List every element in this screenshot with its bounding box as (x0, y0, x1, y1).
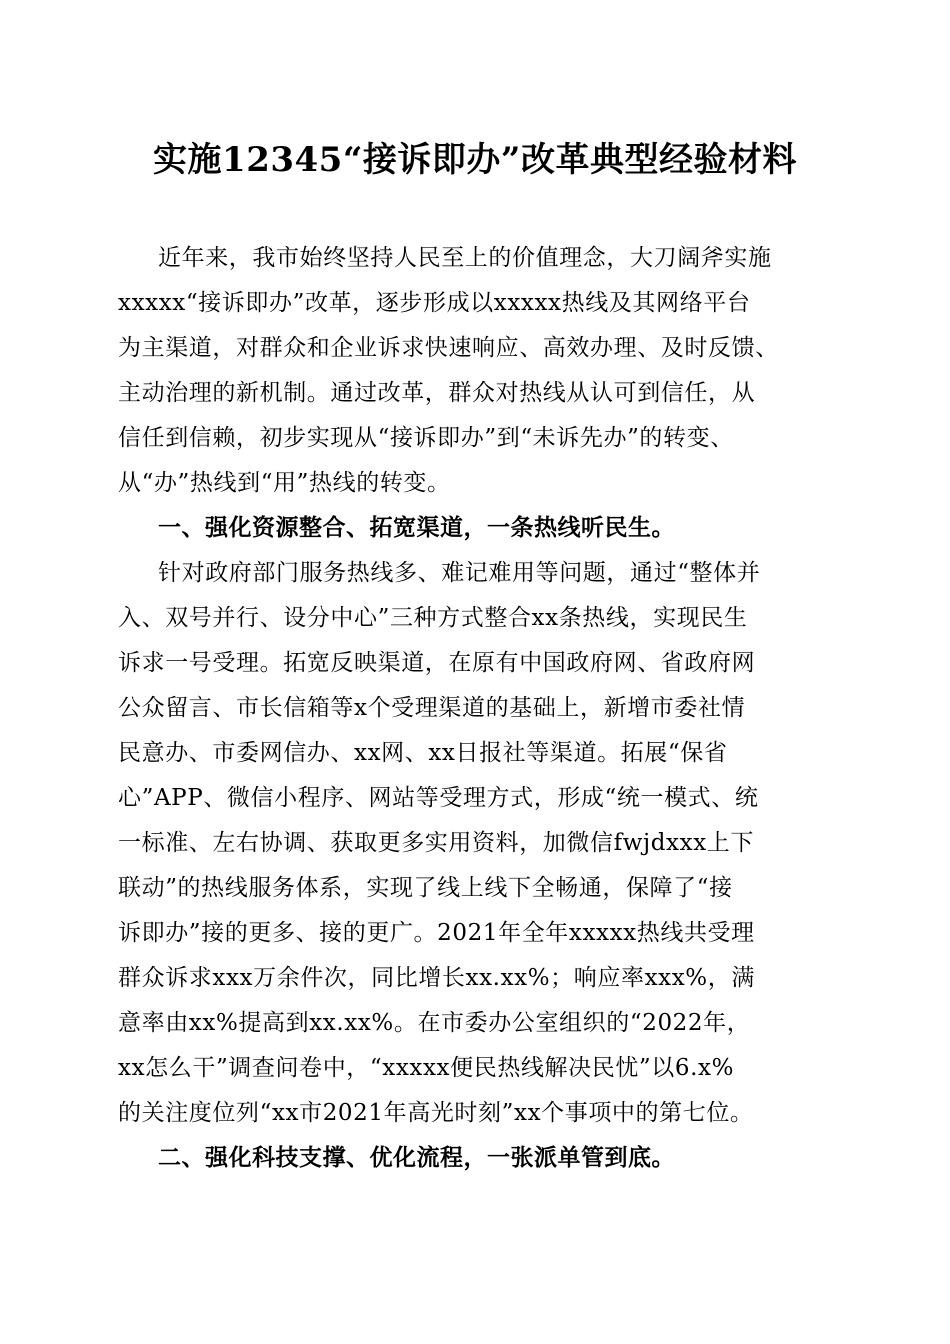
paragraph-line: 意率由xx%提高到xx.xx%。在市委办公室组织的“2022年， (118, 1010, 751, 1036)
paragraph-line: 民意办、市委网信办、xx网、xx日报社等渠道。拓展“保省 (118, 740, 728, 766)
paragraph-line: 主动治理的新机制。通过改革，群众对热线从认可到信任，从 (118, 380, 756, 406)
paragraph-line: 信任到信赖，初步实现从“接诉即办”到“未诉先办”的转变、 (118, 425, 734, 451)
section-heading-1: 一、强化资源整合、拓宽渠道，一条热线听民生。 (158, 515, 675, 541)
paragraph-line: 联动”的热线服务体系，实现了线上线下全畅通，保障了“接 (118, 875, 733, 901)
paragraph-line: xx怎么干”调查问卷中，“xxxxx便民热线解决民忧”以6.x% (118, 1055, 735, 1081)
paragraph-line: 心”APP、微信小程序、网站等受理方式，形成“统一模式、统 (118, 785, 759, 811)
paragraph-line: 公众留言、市长信箱等x个受理渠道的基础上，新增市委社情 (118, 695, 746, 721)
paragraph-line: 的关注度位列“xx市2021年高光时刻”xx个事项中的第七位。 (118, 1100, 754, 1126)
document-body (118, 236, 842, 1181)
paragraph-line: 群众诉求xxx万余件次，同比增长xx.xx%；响应率xxx%，满 (118, 965, 755, 991)
document-title: 实施12345“接诉即办”改革典型经验材料 (153, 140, 797, 180)
section-heading-2: 二、强化科技支撑、优化流程，一张派单管到底。 (158, 1145, 675, 1171)
paragraph-line: 针对政府部门服务热线多、难记难用等问题，通过“整体并 (158, 560, 761, 586)
paragraph-line: 为主渠道，对群众和企业诉求快速响应、高效办理、及时反馈、 (118, 335, 779, 361)
paragraph-line: 诉即办”接的更多、接的更广。2021年全年xxxxx热线共受理 (118, 920, 755, 946)
paragraph-line: 从“办”热线到“用”热线的转变。 (118, 470, 451, 496)
paragraph-line: 一标准、左右协调、获取更多实用资料，加微信fwjdxxx上下 (118, 830, 754, 856)
paragraph-line: 入、双号并行、设分中心”三种方式整合xx条热线，实现民生 (118, 605, 748, 631)
paragraph-line: xxxxx“接诉即办”改革，逐步形成以xxxxx热线及其网络平台 (118, 290, 751, 316)
paragraph-line: 诉求一号受理。拓宽反映渠道，在原有中国政府网、省政府网 (118, 650, 756, 676)
paragraph-line: 近年来，我市始终坚持人民至上的价值理念，大刀阔斧实施 (158, 245, 772, 271)
